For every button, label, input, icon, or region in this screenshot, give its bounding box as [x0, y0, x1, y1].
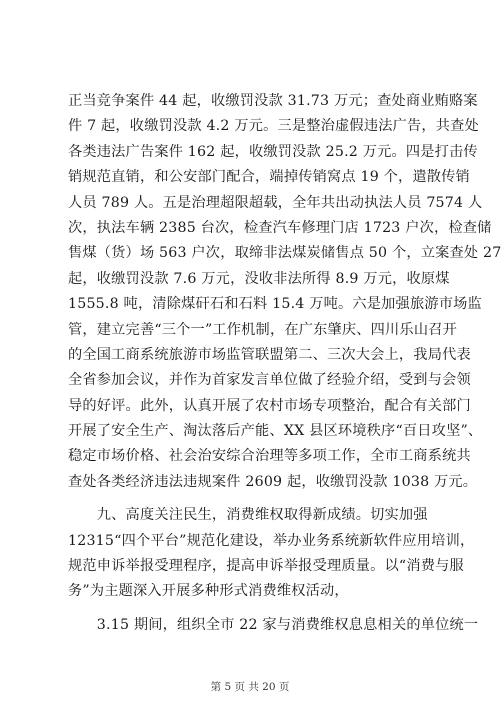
text-line: 售煤（货）场 563 户次，取缔非法煤炭储售点 50 个，立案查处 27 [68, 245, 501, 262]
text-line: 1555.8 吨，清除煤矸石和石料 15.4 万吨。六是加强旅游市场监 [68, 296, 482, 313]
text-line: 管，建立完善“三个一”工作机制，在广东肇庆、四川乐山召开 [68, 321, 457, 338]
text-line: 正当竞争案件 44 起，收缴罚没款 31.73 万元；查处商业贿赂案 [68, 93, 478, 109]
text-line: 起，收缴罚没款 7.6 万元，没收非法所得 8.9 万元，收原煤 [68, 270, 450, 287]
body-text [68, 89, 501, 638]
paragraph-start-line: 3.15 期间，组织全市 22 家与消费维权息息相关的单位统一 [68, 616, 479, 633]
text-line: 各类违法广告案件 162 起，收缴罚没款 25.2 万元。四是打击传 [68, 143, 478, 160]
text-line: 规范申诉举报受理程序，提高申诉举报受理质量。以“消费与服 [68, 558, 464, 575]
text-line: 稳定市场价格、社会治安综合治理等多项工作，全市工商系统共 [68, 448, 471, 465]
text-line: 开展了安全生产、淘汰落后产能、XX 县区环境秩序“百日攻坚”、 [68, 423, 483, 440]
text-line: 人员 789 人。五是治理超限超载，全年共出动执法人员 7574 人 [68, 194, 483, 211]
paragraph-start-line: 九、高度关注民生，消费维权取得新成绩。切实加强 [68, 507, 428, 524]
text-line: 查处各类经济违法违规案件 2609 起，收缴罚没款 1038 万元。 [68, 473, 478, 490]
text-line: 全省参加会议，并作为首家发言单位做了经验介绍，受到与会领 [68, 372, 471, 389]
text-line: 件 7 起，收缴罚没款 4.2 万元。三是整治虚假违法广告，共查处 [68, 118, 479, 135]
text-line: 导的好评。此外，认真开展了农村市场专项整治，配合有关部门 [68, 397, 471, 414]
text-line: 的全国工商系统旅游市场监管联盟第二、三次大会上，我局代表 [68, 346, 471, 363]
text-line: 次，执法车辆 2385 台次，检查汽车修理门店 1723 户次，检查储 [68, 219, 492, 236]
text-line: 12315“四个平台”规范化建设，举办业务系统新软件应用培训， [68, 532, 475, 549]
text-line: 务”为主题深入开展多种形式消费维权活动， [68, 583, 349, 600]
page-number-footer: 第 5 页 共 20 页 [210, 681, 290, 693]
text-line: 销规范直销，和公安部门配合，端掉传销窝点 19 个，遣散传销 [68, 169, 470, 186]
